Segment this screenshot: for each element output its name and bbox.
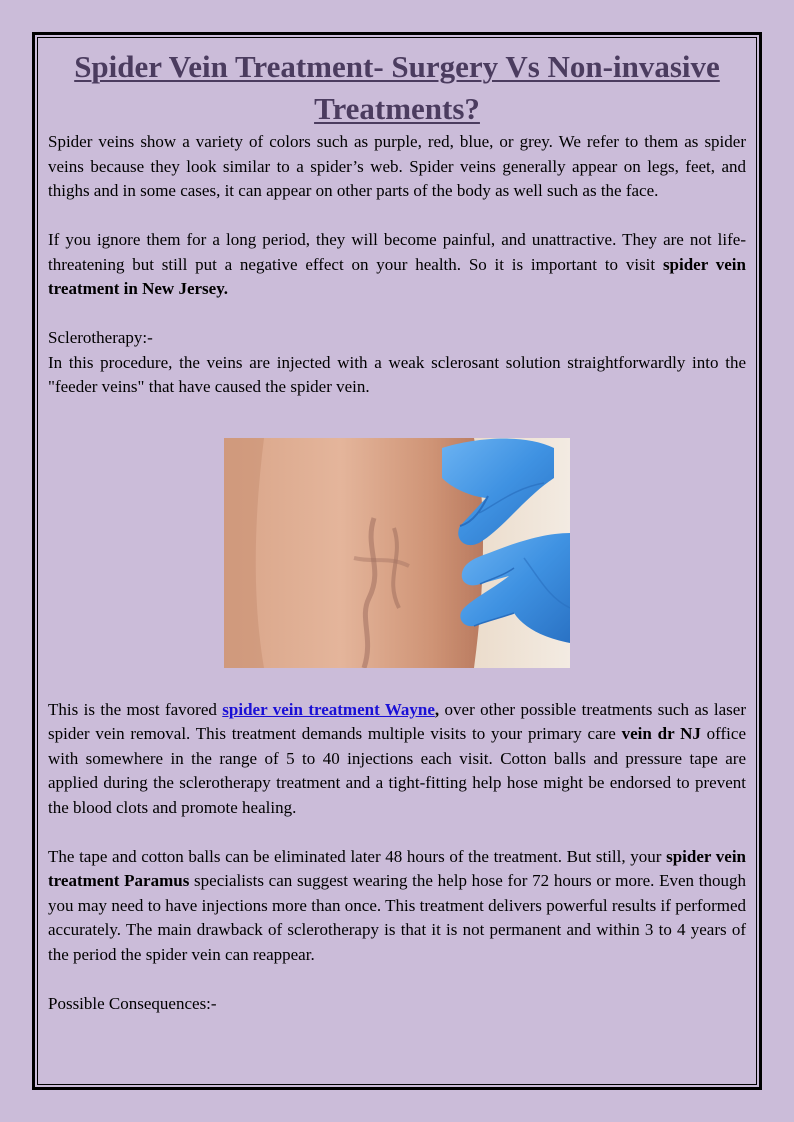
aftercare-text-end: specialists can suggest wearing the help hose for 72 hours or more. Even though you may need to have injections more than once. This treatment delivers powerful results if performed accurately. The main drawback of sclerotherapy is that it is not permanent and within 3 to 4 years of the period the spider vein can reappear. <box>48 871 747 964</box>
sclerotherapy-heading: Sclerotherapy:- <box>48 328 153 347</box>
procedure-paragraph: In this procedure, the veins are injected with a weak sclerosant solution straightforwardly into the "feeder veins" that have caused the spider vein. <box>48 352 746 396</box>
favored-text-start: This is the most favored <box>48 699 223 719</box>
article <box>48 46 746 1016</box>
aftercare-text-start: The tape and cotton balls can be eliminated later 48 hours of the treatment. But still, your <box>48 846 667 866</box>
link-comma: , <box>434 699 440 719</box>
intro-paragraph: Spider veins show a variety of colors such as purple, red, blue, or grey. We refer to them as spider veins because they look similar to a spider’s web. Spider veins generally appear on legs, feet, and thighs and in some cases, it can appear on other parts of the body as well such as the face. <box>48 132 746 200</box>
importance-bold: spider vein treatment in New Jersey. <box>48 254 746 298</box>
favored-text-middle: over other possible treatments such as laser spider vein removal. This treatment demands multiple visits to your primary care <box>48 699 746 743</box>
paramus-bold: spider vein treatment Paramus <box>48 846 746 890</box>
page-title: Spider Vein Treatment- Surgery Vs Non-invasive Treatments? <box>74 49 720 126</box>
vein-dr-nj-bold: vein dr NJ <box>621 724 701 743</box>
favored-text-end: office with somewhere in the range of 5 to 40 injections each visit. Cotton balls and pressure tape are applied during the sclerotherapy treatment and a tight-fitting help hose might be endorsed to prevent the blood clots and promote healing. <box>48 724 746 817</box>
importance-paragraph <box>48 228 746 302</box>
consequences-heading: Possible Consequences:- <box>48 993 217 1013</box>
aftercare-paragraph <box>48 845 746 968</box>
favored-treatment-paragraph <box>48 698 746 821</box>
importance-text: If you ignore them for a long period, they will become painful, and unattractive. They are not life-threatening but still put a negative effect on your health. So it is important to visit <box>48 230 746 274</box>
spider-vein-treatment-wayne-link[interactable]: spider vein treatment Wayne <box>222 699 435 719</box>
vein-treatment-photo <box>224 438 570 668</box>
